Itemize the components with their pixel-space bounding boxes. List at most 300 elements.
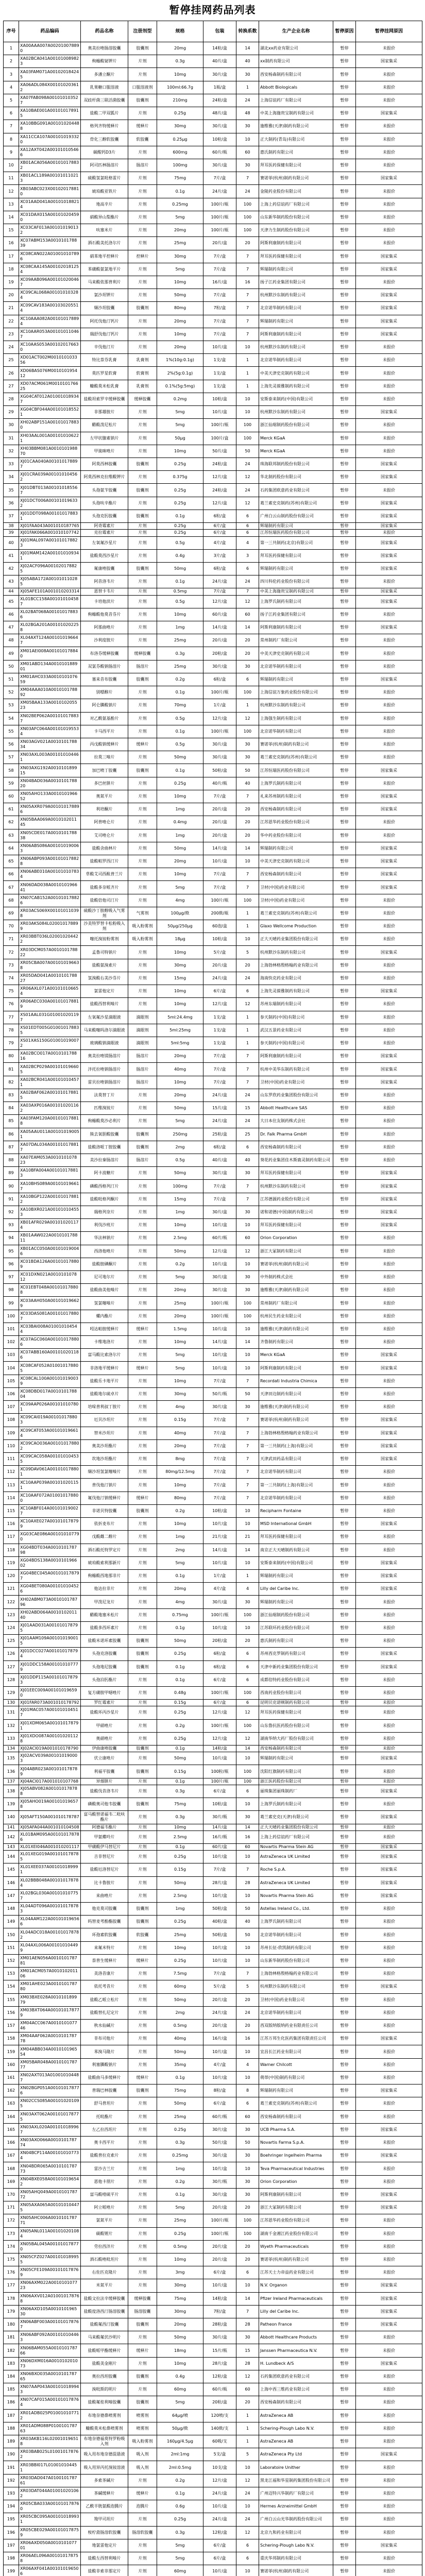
column-header: 转换系数 (236, 21, 259, 42)
table-cell: 20片/盒 (203, 2253, 236, 2266)
table-cell: 30 (236, 68, 259, 81)
table-cell: 西双版纳版纳药业有限责任公司 (259, 2020, 333, 2032)
table-row (4, 2331, 422, 2344)
table-cell: 0.5mg (157, 2020, 203, 2032)
table-cell: 秋水仙碱片 (81, 2020, 128, 2032)
table-cell: 盐酸坦索罗辛缓释胶囊 (81, 393, 128, 405)
table-cell: 24 (236, 2006, 259, 2019)
table-cell: 未报价 (356, 777, 422, 790)
table-cell: XH02ABD064A001010201140 (19, 1608, 81, 1621)
table-cell: 辛伐他汀片 (81, 341, 128, 354)
table-cell: 未报价 (356, 829, 422, 842)
table-cell: XA11CCA107A001010193320 (19, 133, 81, 146)
table-row (4, 1492, 422, 1504)
table-cell: 江苏天士力帝益药业有限公司 (259, 2266, 333, 2279)
table-cell: 6 (236, 1700, 259, 1706)
table-cell: 21 (236, 1531, 259, 1544)
table-cell: 暂停 (333, 1596, 356, 1608)
table-cell: 6片/盒 (203, 1785, 236, 1798)
table-cell: 暂停 (333, 458, 356, 471)
table-cell: XC10AAA082A001010178894 (19, 315, 81, 328)
table-cell: 昆明贝克诺顿制药有限公司 (259, 1700, 333, 1706)
table-cell: 35mg (157, 2058, 203, 2071)
table-row (4, 1141, 422, 1154)
table-row (4, 1765, 422, 1778)
table-row (4, 1596, 422, 1608)
table-cell: 暂停 (333, 315, 356, 328)
table-cell: 暂停 (333, 1732, 356, 1745)
table-cell: Lilly del Caribe Inc. (259, 2305, 333, 2318)
table-cell: 未报价 (356, 998, 422, 1011)
table-cell: 100片/瓶 (203, 1778, 236, 1785)
table-cell: 利福平胶囊 (81, 1765, 128, 1778)
table-cell: 1 (236, 1037, 259, 1050)
table-cell: 暂停 (333, 1245, 356, 1258)
table-cell: 69 (4, 907, 19, 920)
table-cell: 未报价 (356, 608, 422, 621)
table-cell: XC08CAA145A001020181254 (19, 263, 81, 276)
table-cell: 盐酸氨溴索片 (81, 959, 128, 972)
table-cell: 191 (4, 2461, 19, 2474)
table-cell: 天津力生制药股份有限公司 (259, 224, 333, 237)
table-cell: 16 (4, 237, 19, 250)
table-cell: 7片/盒 (203, 1466, 236, 1479)
table-cell: 60 (236, 2110, 259, 2123)
table-cell: 10mg (157, 868, 203, 881)
table-cell: 片剂 (128, 595, 157, 608)
table-cell: 国家集采 (356, 1362, 422, 1375)
table-cell: 盐酸替扎尼定片 (81, 2006, 128, 2019)
table-cell: 暂停 (333, 224, 356, 237)
table-cell: 普瑞巴林胶囊 (81, 2084, 128, 2097)
table-cell: 6 (236, 1660, 259, 1673)
table-cell: 0.1g (157, 1621, 203, 1634)
table-cell: XN05CDE017A001010178838 (19, 829, 81, 842)
table-cell: 0.25g (157, 2123, 203, 2136)
table-cell: 国家集采 (356, 881, 422, 894)
table-cell: 胶囊剂 (128, 764, 157, 777)
table-cell: XM05BAR048A001010178777 (19, 2058, 81, 2071)
table-cell: 未报价 (356, 1387, 422, 1400)
table-cell: XL02BGA201A001010202258 (19, 621, 81, 634)
table-cell: XJ05AFE101A001010203314 (19, 588, 81, 595)
table-cell: 未报价 (356, 1928, 422, 1941)
table-cell: 6片/盒 (203, 1700, 236, 1706)
table-cell: 20mg (157, 42, 203, 55)
table-cell: 7片/盒 (203, 588, 236, 595)
table-cell: 5mg (157, 263, 203, 276)
table-cell: 片剂 (128, 2565, 157, 2576)
table-row (4, 2422, 422, 2435)
table-cell: 丙戊酸钠缓释片 (81, 738, 128, 751)
table-cell: 中美天津史克制药有限公司 (259, 855, 333, 868)
table-cell: 拜耳医药保健有限公司 (259, 1219, 333, 1232)
table-cell: 片剂 (128, 2331, 157, 2344)
table-cell: 80mg (157, 1492, 203, 1504)
table-cell: 20 (236, 1993, 259, 2006)
table-cell: 79 (4, 1037, 19, 1050)
table-cell: 28粒/盒 (203, 2318, 236, 2331)
table-row (4, 1401, 422, 1414)
table-cell: 暂停 (333, 276, 356, 289)
table-cell: 23 (4, 328, 19, 341)
table-cell: 12 (236, 2474, 259, 2487)
table-cell: XC09CAI019A001010178803 (19, 1414, 81, 1427)
table-cell: 国家集采 (356, 1349, 422, 1362)
table-cell: 未报价 (356, 1824, 422, 1831)
column-header: 暂停原因 (333, 21, 356, 42)
table-cell: 20片/盒 (203, 237, 236, 250)
table-cell: 86 (4, 1128, 19, 1141)
table-cell: 600mg (157, 146, 203, 159)
table-cell: XR03BBT036L020010204422 (19, 933, 81, 946)
table-cell: XN06ABF092A001010104463 (19, 2331, 81, 2344)
table-cell: 15mg (157, 972, 203, 985)
table-cell: 赛诺菲(杭州)制药有限公司 (259, 1258, 333, 1270)
table-cell: 0.25g (157, 1732, 203, 1745)
table-cell: 20 (236, 237, 259, 250)
table-cell: 100 (236, 1297, 259, 1310)
table-cell: 100 (236, 198, 259, 211)
table-cell: 国家集采 (356, 2357, 422, 2370)
table-cell: 噻托溴铵粉雾剂 (81, 933, 128, 946)
table-cell: 10mg (157, 1518, 203, 1531)
table-cell: 片剂 (128, 1336, 157, 1349)
table-cell: 杭州默沙东制药有限公司 (259, 406, 333, 419)
table-cell: 40 (236, 1154, 259, 1166)
table-row (4, 1851, 422, 1863)
table-cell: 52 (4, 686, 19, 699)
table-cell: 0.1g (157, 1673, 203, 1686)
table-cell: XM04AAA010A001010178892 (19, 686, 81, 699)
table-cell: 66 (4, 868, 19, 881)
table-row (4, 1660, 422, 1673)
table-cell: 片剂 (128, 2357, 157, 2370)
table-cell: 5mg (157, 1115, 203, 1128)
table-cell: 北京诺华制药有限公司 (259, 660, 333, 673)
table-cell: 20粒/盒 (203, 2396, 236, 2409)
table-cell: 83 (4, 1089, 19, 1101)
table-cell: 10 (236, 2279, 259, 2292)
table-cell: 暂停 (333, 1583, 356, 1596)
table-cell: 119 (4, 1556, 19, 1569)
table-cell: Novartis Pharma Stein AG (259, 1889, 333, 1902)
table-cell: 暂停 (333, 1206, 356, 1218)
table-cell: 暂停 (333, 959, 356, 972)
table-cell: AstraZeneca AB (259, 2409, 333, 2422)
table-cell: 20 (236, 803, 259, 816)
table-cell: 7片/盒 (203, 1414, 236, 1427)
table-cell: 157 (4, 2020, 19, 2032)
table-cell: 0.2g (157, 2175, 203, 2188)
table-cell: 180 (4, 2318, 19, 2331)
table-cell: 暂停 (333, 634, 356, 647)
table-cell: 未报价 (356, 341, 422, 354)
table-cell: 1 (236, 1011, 259, 1024)
table-cell: 暂停 (333, 1635, 356, 1648)
table-cell: 未报价 (356, 1375, 422, 1387)
table-cell: 20 (4, 289, 19, 302)
table-row (4, 2500, 422, 2513)
table-cell: 20粒/盒 (203, 647, 236, 660)
table-cell: 111 (4, 1453, 19, 1466)
table-cell: 国家集采 (356, 1889, 422, 1902)
table-cell: 14 (236, 1544, 259, 1556)
table-cell: XC01AAD041A001010188214 (19, 198, 81, 211)
table-cell: 多巴丝肼片 (81, 777, 128, 790)
table-row (4, 855, 422, 868)
table-cell: 0.1g (157, 185, 203, 198)
table-cell: 片剂 (128, 1686, 157, 1699)
table-cell: 21片/盒 (203, 1531, 236, 1544)
table-cell: 片剂 (128, 1556, 157, 1569)
table-cell: 60 (236, 1232, 259, 1245)
table-cell: 胶囊剂 (128, 42, 157, 55)
table-cell: 156 (4, 2006, 19, 2019)
table-cell: 14片/盒 (203, 842, 236, 855)
table-cell: XL04AXL006A001010104499 (19, 1941, 81, 1954)
table-cell: 50mg (157, 1635, 203, 1648)
table-cell: 暂停 (333, 1141, 356, 1154)
table-cell: 10粒/盒 (203, 133, 236, 146)
table-cell: 131 (4, 1706, 19, 1719)
table-cell: 石药集团欧意药业有限公司 (259, 484, 333, 497)
table-cell: 10片/盒 (203, 2162, 236, 2175)
table-cell: 参天制药(中国)有限公司 (259, 1037, 333, 1050)
table-cell: 暂停 (333, 1011, 356, 1024)
table-row (4, 985, 422, 998)
table-cell: 12 (236, 712, 259, 725)
table-cell: 国家集采 (356, 1980, 422, 1993)
table-cell: 1.5mg (157, 1323, 203, 1335)
table-row (4, 1154, 422, 1166)
table-cell: 24片/盒 (203, 1089, 236, 1101)
table-cell: 171 (4, 2201, 19, 2214)
table-row (4, 2357, 422, 2370)
table-row (4, 289, 422, 302)
table-cell: 片剂 (128, 816, 157, 829)
table-cell: 金陵药业股份有限公司 (259, 185, 333, 198)
table-cell: 暂停 (333, 2136, 356, 2149)
table-row (4, 1993, 422, 2006)
table-cell: Patheon France (259, 2318, 333, 2331)
table-cell: 20mg (157, 1050, 203, 1063)
table-cell: 16 (236, 276, 259, 289)
table-row (4, 1193, 422, 1206)
table-cell: XA03FAM120A001010178818 (19, 1115, 81, 1128)
table-cell: 暂停 (333, 1876, 356, 1889)
table-cell: Abbott Biologicals (259, 81, 333, 94)
table-cell: 胶囊剂 (128, 1745, 157, 1752)
table-cell: 20 (236, 2201, 259, 2214)
table-cell: 40片/盒 (203, 1154, 236, 1166)
table-cell: 6片/盒 (203, 2266, 236, 2279)
table-cell: 国家集采 (356, 1648, 422, 1660)
table-cell: 未报价 (356, 1732, 422, 1745)
table-cell: 25mg (157, 634, 203, 647)
table-cell: 国家集采 (356, 2279, 422, 2292)
table-cell: XJ01DCT006A001010196332 (19, 497, 81, 510)
table-cell: 国家集采 (356, 2448, 422, 2461)
table-row (4, 764, 422, 777)
column-header: 药品名称 (81, 21, 128, 42)
table-cell: 50mg (157, 2097, 203, 2110)
table-cell: 10片/盒 (203, 341, 236, 354)
table-cell: 暂停 (333, 354, 356, 367)
table-cell: 1片/盒 (203, 699, 236, 712)
table-cell: XC10AXE027A001010178799 (19, 1518, 81, 1531)
table-cell: 48 (236, 107, 259, 120)
table-cell: 未报价 (356, 2110, 422, 2123)
table-cell: 辉瑞制药有限公司 (259, 2084, 333, 2097)
table-cell: 11 (4, 172, 19, 185)
table-cell: 常州制药厂有限公司 (259, 634, 333, 647)
table-cell: 0.25g (157, 523, 203, 530)
table-cell: 6粒/盒 (203, 562, 236, 575)
table-cell: 60片/瓶 (203, 2383, 236, 2396)
suspended-drug-table (3, 21, 422, 2576)
table-cell: 乳果糖口服溶液 (81, 81, 128, 94)
table-cell: 浙江大冢制药有限公司 (259, 2201, 333, 2214)
table-cell: 6粒/盒 (203, 1660, 236, 1673)
table-cell: 未报价 (356, 1621, 422, 1634)
table-cell: XJ01MAC057A001010104517 (19, 1706, 81, 1719)
table-row (4, 751, 422, 764)
table-cell: 未报价 (356, 1916, 422, 1928)
table-cell: 150 (4, 1928, 19, 1941)
table-cell: XJ01FAK066A001010107742 (19, 530, 81, 536)
table-cell: 胶囊剂 (128, 1635, 157, 1648)
table-cell: 10片/盒 (203, 1518, 236, 1531)
table-cell: 天津武田药品有限公司 (259, 1453, 333, 1466)
table-cell: 7 (236, 1466, 259, 1479)
table-cell: 未报价 (356, 1686, 422, 1699)
table-cell: 托吡酯片 (81, 2110, 128, 2123)
table-cell: 肠溶片 (128, 1076, 157, 1089)
table-cell: 28片/盒 (203, 2357, 236, 2370)
table-cell: 28 (4, 393, 19, 405)
table-cell: 184 (4, 2370, 19, 2383)
table-cell: 25粒/盒 (203, 1128, 236, 1141)
table-cell: 28片/盒 (203, 1876, 236, 1889)
table-cell: 暂停 (333, 673, 356, 686)
table-cell: 未报价 (356, 81, 422, 94)
table-row (4, 1745, 422, 1752)
table-cell: 北京九和药业有限公司 (259, 2526, 333, 2539)
table-cell: 富马酸替诺福韦二吡呋酯片 (81, 1811, 128, 1824)
table-cell: XR03DAT044A010010201062 (19, 2487, 81, 2500)
table-cell: XJ01DDT098A001010178831 (19, 510, 81, 522)
table-cell: XJ05ABV082A001010178788 (19, 1785, 81, 1798)
table-cell: 7片/盒 (203, 1063, 236, 1076)
table-cell: 10 (236, 1349, 259, 1362)
table-cell: 2.5mg (157, 1232, 203, 1245)
table-cell: 5mg (157, 2396, 203, 2409)
table-cell: 178 (4, 2292, 19, 2305)
table-cell: 卡维地洛片 (81, 1336, 128, 1349)
table-cell: 10片/盒 (203, 1362, 236, 1375)
table-cell: XA10BGP122A001010178812 (19, 1193, 81, 1206)
table-cell: 30 (236, 159, 259, 172)
table-cell: 106 (4, 1387, 19, 1400)
table-cell: 国家集采 (356, 1556, 422, 1569)
table-cell: 暂停 (333, 2292, 356, 2305)
table-row (4, 1024, 422, 1037)
table-cell: 施维雅(天津)制药有限公司 (259, 1323, 333, 1335)
table-row (4, 1063, 422, 1076)
table-cell: XC03DAS081A001010178807 (19, 1310, 81, 1323)
table-cell: 未报价 (356, 1993, 422, 2006)
table-cell: 0.3g (157, 1785, 203, 1798)
table-cell: 108 (4, 1414, 19, 1427)
table-cell: 未报价 (356, 2240, 422, 2253)
table-row (4, 2123, 422, 2136)
table-cell: 培哚普利叔丁胺片 (81, 1401, 128, 1414)
table-cell: 齐鲁制药有限公司 (259, 1336, 333, 1349)
column-header: 生产企业名称 (259, 21, 333, 42)
table-cell: 142 (4, 1831, 19, 1843)
table-cell: 上海罗氏制药有限公司 (259, 1916, 333, 1928)
table-cell: XN05BAL045A001010178770 (19, 2240, 81, 2253)
table-cell: 30mg (157, 2279, 203, 2292)
table-cell: 暂停 (333, 562, 356, 575)
table-cell: 片剂 (128, 1700, 157, 1706)
table-cell: 暂停 (333, 2188, 356, 2201)
table-cell: XR05CBC095A001010189931 (19, 2513, 81, 2526)
table-cell: 克拉霉素片 (81, 530, 128, 536)
table-cell: 阿仑膦酸钠片 (81, 699, 128, 712)
table-cell: 0.1g (157, 1843, 203, 1850)
table-row (4, 2539, 422, 2552)
table-cell: 24 (4, 341, 19, 354)
table-cell: 暂停 (333, 1700, 356, 1706)
table-cell: 暂停 (333, 2500, 356, 2513)
table-cell: XN03AFC064A001010195534 (19, 725, 81, 738)
table-row (4, 159, 422, 172)
table-row (4, 2045, 422, 2058)
table-cell: 5支/盒 (203, 2448, 236, 2461)
table-row (4, 120, 422, 133)
table-row (4, 1706, 422, 1719)
table-cell: 片剂 (128, 842, 157, 855)
table-cell: 10 (236, 1941, 259, 1954)
table-cell: 奥美拉唑镁肠溶片 (81, 1050, 128, 1063)
table-cell: 国家集采 (356, 55, 422, 68)
table-cell: 24 (236, 1115, 259, 1128)
table-cell: 172 (4, 2214, 19, 2227)
table-cell: 暂停 (333, 328, 356, 341)
table-cell: 1 (236, 907, 259, 920)
table-cell: XR05CBE029A001010178759 (19, 2526, 81, 2539)
table-cell: 甲巯咪唑片 (81, 445, 128, 457)
table-cell: 7 (236, 1076, 259, 1089)
table-cell: 10mg (157, 276, 203, 289)
table-cell: 国家集采 (356, 2539, 422, 2552)
table-cell: 片剂 (128, 1608, 157, 1621)
table-cell: 100片/瓶 (203, 1719, 236, 1732)
table-cell: 175 (4, 2253, 19, 2266)
table-cell: 正大天晴药业集团股份有限公司 (259, 1824, 333, 1831)
table-cell: 12 (236, 1706, 259, 1719)
table-cell: 5mg (157, 881, 203, 894)
table-cell: 未报价 (356, 1466, 422, 1479)
table-cell: XC09CAV183A001030205514 (19, 302, 81, 315)
table-cell: 暂停 (333, 94, 356, 107)
table-cell: 盐酸胺碘酮片 (81, 1258, 128, 1270)
table-cell: 14 (236, 842, 259, 855)
table-cell: XL01XEI046A001010201117 (19, 1843, 81, 1850)
table-cell: 暂停 (333, 2045, 356, 2058)
